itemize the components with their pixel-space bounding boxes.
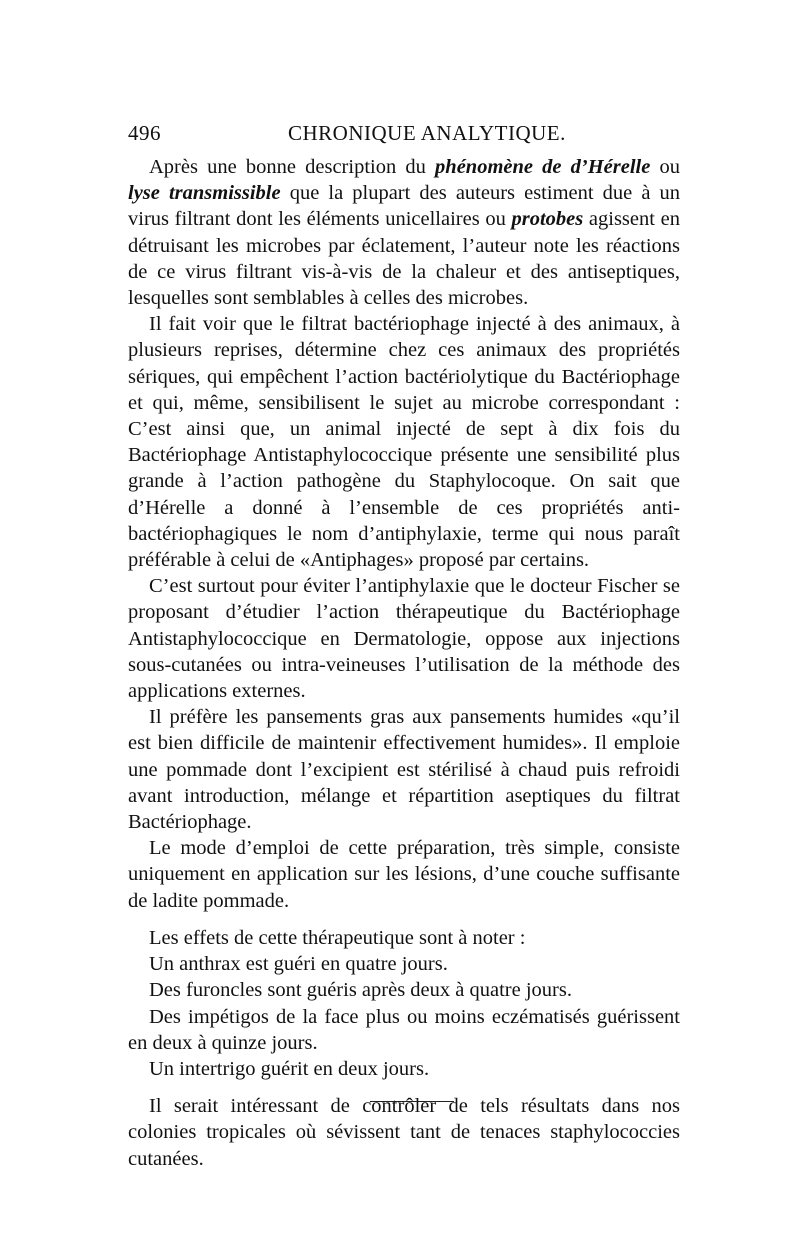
result-line: Un anthrax est guéri en quatre jours. [149, 953, 448, 976]
emphasis-term: protobes [511, 208, 584, 231]
paragraph-text: que la plupart des auteurs estiment due à un virus filtrant dont les éléments unicellaires ou [128, 182, 681, 231]
result-line: Un intertrigo guérit en deux jours. [149, 1057, 430, 1080]
paragraph-effects-intro: Les effets de cette thérapeutique sont à noter : [149, 926, 526, 949]
page-number: 496 [128, 121, 161, 145]
emphasis-term: lyse transmissible [128, 182, 281, 205]
paragraph-external-application: C’est surtout pour éviter l’antiphylaxie que le docteur Fischer se proposant d’étudier l’action thérapeutique du Bactériophage Antistaphylococcique en Dermatologie, oppose aux injections sous-cutanées ou intra-veineuses l’utilisation de la méthode des applications externes. [128, 575, 680, 703]
paragraph-pommade: Il préfère les pansements gras aux pansements humides «qu’il est bien difficile de maintenir effectivement humides». Il emploie une pommade dont l’excipient est stérilisé à chaud puis refroidi avant introduction, mélange et répartition aseptiques du filtrat Bactériophage. [128, 706, 680, 834]
emphasis-term: phénomène de d’Hérelle [435, 156, 651, 178]
running-title: CHRONIQUE ANALYTIQUE. [288, 121, 566, 145]
paragraph-mode-emploi: Le mode d’emploi de cette préparation, très simple, consiste uniquement en application sur les lésions, d’une couche suffisante de ladite pommade. [128, 837, 680, 912]
paragraph-antiphylaxie: Il fait voir que le filtrat bactériophage injecté à des animaux, à plusieurs reprises, détermine chez ces animaux des propriétés sériques, qui empêchent l’action bactériolytique du Bactériophage et qui, même, sensibilisent le sujet au microbe correspondant : C’est ainsi que, un animal injecté de sept à dix fois du Bactériophage Antistaphylococcique présente une sensibilité plus grande à l’action pathogène du Staphylocoque. On sait que d’Hérelle a donné à l’ensemble de ces propriétés anti-bactériophagiques le nom d’antiphylaxie, terme qui nous paraît préférable à celui de «Antiphages» proposé par certains. [128, 313, 680, 572]
page-header [128, 121, 680, 151]
paragraph-conclusion: Il serait intéressant de contrôler de tels résultats dans nos colonies tropicales où sévissent tant de tenaces staphylococcies cutanées. [128, 1095, 680, 1170]
article-body [128, 154, 680, 1172]
paragraph-description [128, 154, 680, 311]
paragraph-text: Après une bonne description du [149, 156, 436, 178]
paragraph-text: ou [650, 156, 681, 178]
result-line: Des furoncles sont guéris après deux à quatre jours. [149, 979, 572, 1002]
result-line: Des impétigos de la face plus ou moins eczématisés guérissent en deux à quinze jours. [128, 1005, 680, 1054]
paragraph-text: agissent en détruisant les microbes par éclatement, l’auteur note les réactions de ce virus filtrant vis-à-vis de la chaleur et des antiseptiques, lesquelles sont semblables à celles des microbes. [128, 208, 680, 310]
section-end-rule [370, 1101, 454, 1102]
